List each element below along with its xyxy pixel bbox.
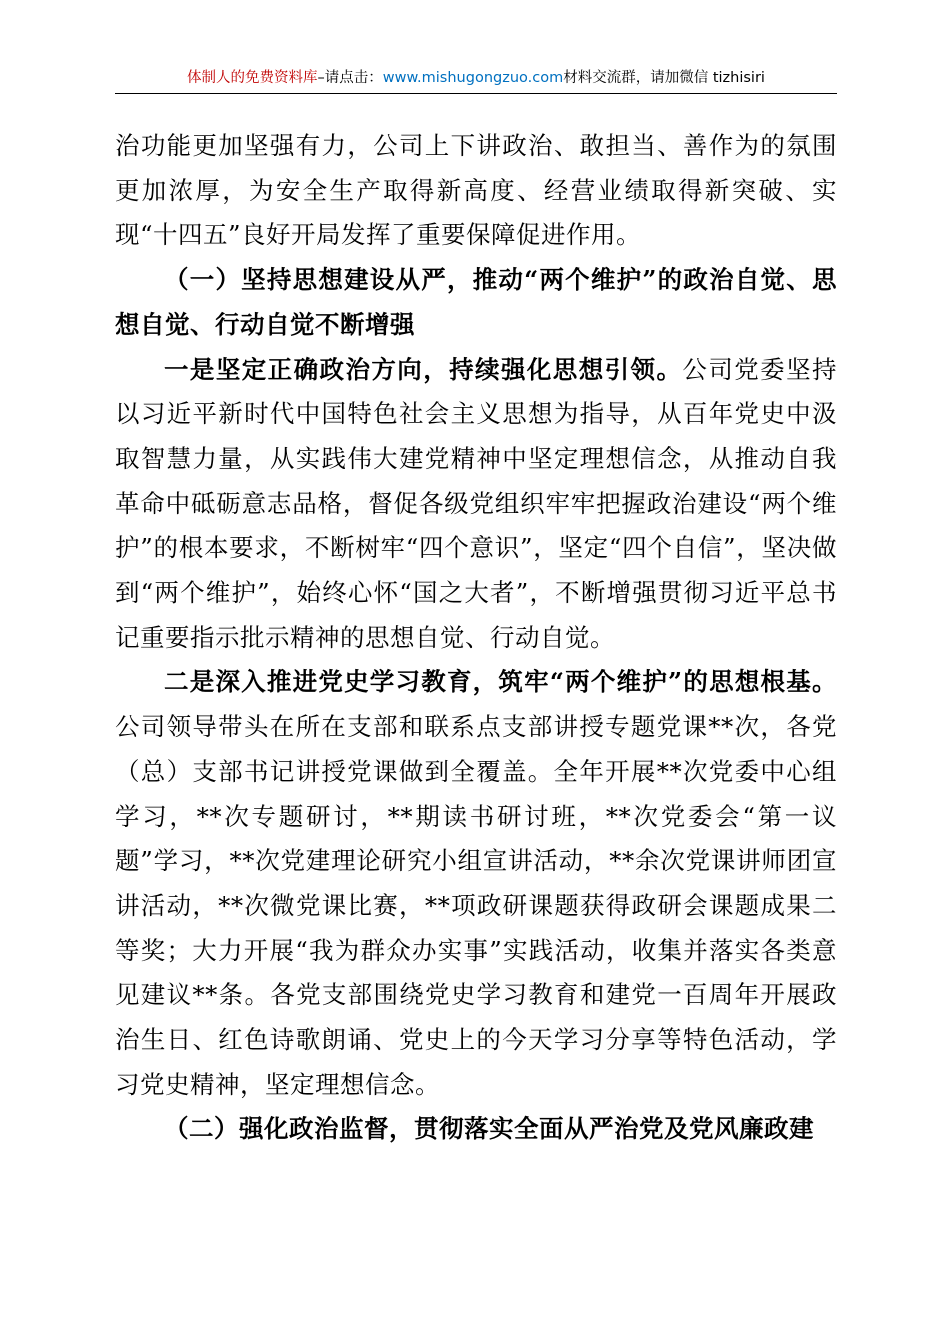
paragraph-3-lead: 二是深入推进党史学习教育，筑牢“两个维护”的思想根基。	[164, 667, 837, 697]
paragraph-2	[115, 348, 837, 661]
paragraph-1: 治功能更加坚强有力，公司上下讲政治、敢担当、善作为的氛围更加浓厚，为安全生产取得新高度、经营业绩取得新突破、实现“十四五”良好开局发挥了重要保障促进作用。	[115, 131, 837, 250]
page-header	[115, 68, 837, 88]
header-url-link[interactable]: www.mishugongzuo.com	[382, 70, 564, 86]
header-divider	[115, 93, 837, 94]
paragraph-3-body: 公司领导带头在所在支部和联系点支部讲授专题党课**次，各党（总）支部书记讲授党课做到全覆盖。全年开展**次党委中心组学习，**次专题研讨，**期读书研讨班，**次党委会“第一议题”学习，**次党建理论研究小组宣讲活动，**余次党课讲师团宣讲活动，**次微党课比赛，**项政研课题获得政研会课题成果二等奖；大力开展“我为群众办实事”实践活动，收集并落实各类意见建议**条。各党支部围绕党史学习教育和建党一百周年开展政治生日、红色诗歌朗诵、党史上的今天学习分享等特色活动，学习党史精神，坚定理想信念。	[115, 712, 837, 1099]
header-click-prompt: –请点击：	[317, 70, 383, 86]
section-heading-1: （一）坚持思想建设从严，推动“两个维护”的政治自觉、思想自觉、行动自觉不断增强	[115, 265, 837, 339]
header-contact: 材料交流群，请加微信 tizhisiri	[563, 70, 765, 86]
paragraph-3	[115, 660, 837, 1107]
paragraph-2-body: 公司党委坚持以习近平新时代中国特色社会主义思想为指导，从百年党史中汲取智慧力量，从实践伟大建党精神中坚定理想信念，从推动自我革命中砥砺意志品格，督促各级党组织牢牢把握政治建设“两个维护”的根本要求，不断树牢“四个意识”，坚定“四个自信”，坚决做到“两个维护”，始终心怀“国之大者”，不断增强贯彻习近平总书记重要指示批示精神的思想自觉、行动自觉。	[115, 354, 838, 652]
header-brand: 体制人的免费资料库	[187, 70, 318, 86]
document-body	[115, 124, 837, 1152]
paragraph-2-lead: 一是坚定正确政治方向，持续强化思想引领。	[164, 354, 683, 384]
section-heading-2: （二）强化政治监督，贯彻落实全面从严治党及党风廉政建	[164, 1114, 814, 1144]
